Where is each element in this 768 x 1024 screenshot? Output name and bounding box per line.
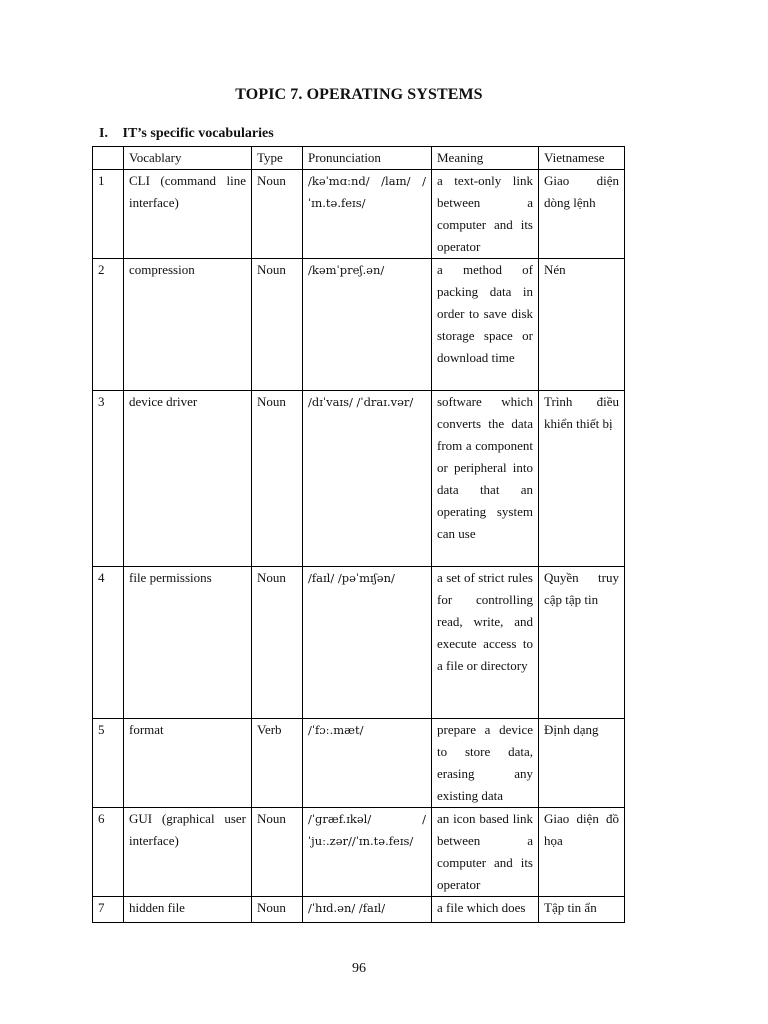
row-term: format [124, 719, 252, 808]
table-row [93, 897, 625, 923]
row-vietnamese: Trình điều khiển thiết bị [539, 391, 625, 567]
row-meaning: an icon based link between a computer and its operator [432, 808, 539, 897]
row-term: compression [124, 259, 252, 391]
row-meaning: prepare a device to store data, erasing any existing data [432, 719, 539, 808]
table-header-row [93, 147, 625, 170]
row-pronunciation: /ˈhɪd.ən/ /faɪl/ [303, 897, 432, 923]
row-pronunciation: /faɪl/ /pəˈmɪʃən/ [303, 567, 432, 719]
row-vietnamese: Nén [539, 259, 625, 391]
row-number: 1 [93, 170, 124, 259]
header-pronunciation: Pronunciation [303, 147, 432, 170]
row-type: Noun [252, 170, 303, 259]
table-row [93, 391, 625, 567]
page-number: 96 [352, 961, 366, 976]
row-pronunciation: /dɪˈvaɪs/ /ˈdraɪ.vər/ [303, 391, 432, 567]
table-row [93, 808, 625, 897]
header-no [93, 147, 124, 170]
table-row [93, 170, 625, 259]
row-meaning: a method of packing data in order to save disk storage space or download time [432, 259, 539, 391]
section-number: I. [99, 126, 108, 141]
row-pronunciation: /kəmˈpreʃ.ən/ [303, 259, 432, 391]
row-type: Verb [252, 719, 303, 808]
row-type: Noun [252, 259, 303, 391]
row-term: GUI (graphical user interface) [124, 808, 252, 897]
row-term: device driver [124, 391, 252, 567]
vocabulary-table [92, 146, 625, 923]
section-heading [99, 126, 274, 142]
row-vietnamese: Định dạng [539, 719, 625, 808]
row-number: 5 [93, 719, 124, 808]
row-pronunciation: /ˈfɔː.mæt/ [303, 719, 432, 808]
row-number: 3 [93, 391, 124, 567]
row-meaning: a set of strict rules for controlling read, write, and execute access to a file or directory [432, 567, 539, 719]
document-title: TOPIC 7. OPERATING SYSTEMS [235, 86, 483, 103]
row-vietnamese: Tập tin ẩn [539, 897, 625, 923]
header-type: Type [252, 147, 303, 170]
header-vietnamese: Vietnamese [539, 147, 625, 170]
row-type: Noun [252, 391, 303, 567]
row-meaning: a file which does [432, 897, 539, 923]
header-meaning: Meaning [432, 147, 539, 170]
table-row [93, 719, 625, 808]
row-term: file permissions [124, 567, 252, 719]
row-pronunciation: /kəˈmɑːnd/ /laɪn/ /ˈɪn.tə.feɪs/ [303, 170, 432, 259]
row-meaning: a text-only link between a computer and its operator [432, 170, 539, 259]
row-number: 4 [93, 567, 124, 719]
table-row [93, 259, 625, 391]
row-type: Noun [252, 897, 303, 923]
row-pronunciation: /ˈɡræf.ɪkəl/ /ˈjuː.zər//ˈɪn.tə.feɪs/ [303, 808, 432, 897]
table-row [93, 567, 625, 719]
row-number: 7 [93, 897, 124, 923]
row-vietnamese: Giao diện đồ họa [539, 808, 625, 897]
row-type: Noun [252, 567, 303, 719]
row-term: hidden file [124, 897, 252, 923]
row-number: 2 [93, 259, 124, 391]
section-title: IT’s specific vocabularies [122, 126, 274, 141]
row-type: Noun [252, 808, 303, 897]
row-meaning: software which converts the data from a component or peripheral into data that an operating system can use [432, 391, 539, 567]
row-number: 6 [93, 808, 124, 897]
row-term: CLI (command line interface) [124, 170, 252, 259]
row-vietnamese: Quyền truy cập tập tin [539, 567, 625, 719]
row-vietnamese: Giao diện dòng lệnh [539, 170, 625, 259]
header-vocabulary: Vocablary [124, 147, 252, 170]
